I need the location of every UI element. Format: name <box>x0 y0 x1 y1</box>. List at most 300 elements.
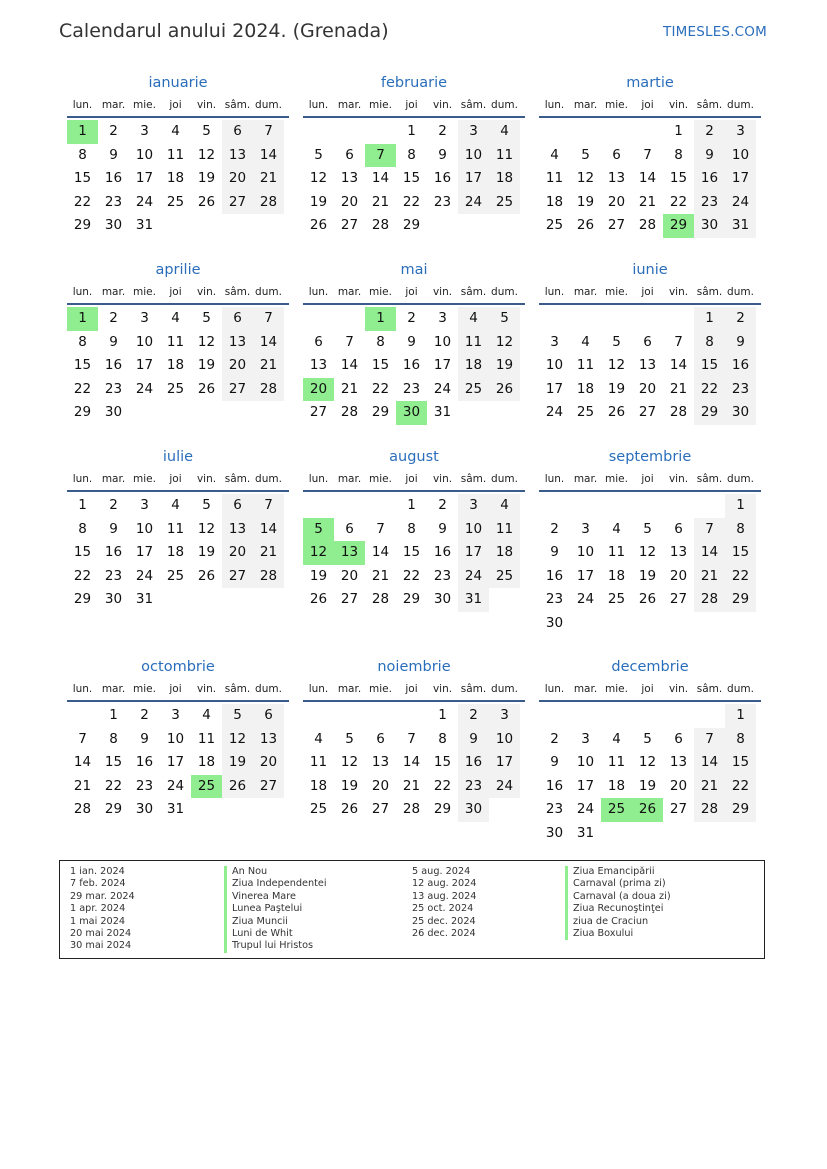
day-cell: 21 <box>694 775 725 799</box>
month-name: ianuarie <box>148 75 208 91</box>
holiday-date: 7 feb. 2024 <box>70 878 126 890</box>
holiday-day-cell: 7 <box>365 144 396 168</box>
day-cell: 11 <box>166 333 185 350</box>
day-cell: 20 <box>607 193 626 210</box>
day-cell: 30 <box>104 217 123 234</box>
day-cell: 22 <box>669 193 688 210</box>
day-cell: 1 <box>109 707 118 723</box>
day-cell: 4 <box>581 333 590 350</box>
holiday-date: 25 oct. 2024 <box>412 903 474 915</box>
day-cell: 19 <box>197 357 216 374</box>
day-cell: 1 <box>407 497 416 513</box>
day-cell: 15 <box>371 357 390 374</box>
day-cell: 16 <box>725 354 756 378</box>
weekday-label: joi <box>405 683 418 695</box>
empty-cell <box>334 494 365 518</box>
day-cell: 17 <box>576 567 595 584</box>
day-cell: 14 <box>340 357 359 374</box>
day-cell: 3 <box>581 520 590 537</box>
day-cell: 23 <box>545 801 564 818</box>
day-cell: 18 <box>166 357 185 374</box>
day-cell: 11 <box>197 730 216 747</box>
day-cell: 23 <box>433 567 452 584</box>
holiday-name: Luni de Whit <box>224 928 327 940</box>
day-cell: 2 <box>109 310 118 326</box>
weekday-label: vin. <box>432 99 453 111</box>
day-cell: 9 <box>109 333 118 350</box>
day-cell: 3 <box>140 123 149 139</box>
day-cell: 1 <box>78 497 87 513</box>
day-cell: 25 <box>607 591 626 608</box>
day-cell: 7 <box>253 494 284 518</box>
day-cell: 31 <box>166 801 185 818</box>
day-cell: 13 <box>607 170 626 187</box>
weekday-header <box>67 468 289 492</box>
day-grid <box>539 704 761 846</box>
month-martie <box>539 72 761 238</box>
day-cell: 7 <box>345 333 354 350</box>
day-cell: 11 <box>607 544 626 561</box>
day-cell: 23 <box>104 380 123 397</box>
day-cell: 27 <box>371 801 390 818</box>
day-cell: 21 <box>371 567 390 584</box>
day-cell: 12 <box>197 520 216 537</box>
day-cell: 3 <box>489 704 520 728</box>
day-cell: 7 <box>78 730 87 747</box>
holiday-date: 1 mai 2024 <box>70 915 126 927</box>
day-cell: 10 <box>458 518 489 542</box>
day-cell: 27 <box>222 565 253 589</box>
holiday-day-cell: 29 <box>663 214 694 238</box>
day-cell: 4 <box>171 310 180 326</box>
day-cell: 10 <box>458 144 489 168</box>
day-cell: 31 <box>458 588 489 612</box>
empty-cell <box>129 401 160 425</box>
day-cell: 30 <box>458 798 489 822</box>
day-cell: 6 <box>253 704 284 728</box>
day-cell: 22 <box>73 193 92 210</box>
empty-cell <box>694 494 725 518</box>
empty-cell <box>222 588 253 612</box>
day-cell: 15 <box>402 170 421 187</box>
weekday-label: vin. <box>196 683 217 695</box>
weekday-label: dum. <box>491 473 518 485</box>
day-cell: 1 <box>694 307 725 331</box>
empty-cell <box>539 494 570 518</box>
weekday-label: vin. <box>196 99 217 111</box>
day-cell: 30 <box>104 404 123 421</box>
day-cell: 18 <box>607 567 626 584</box>
holiday-name: Trupul lui Hristos <box>224 940 327 952</box>
weekday-label: lun. <box>72 286 93 298</box>
weekday-header <box>67 678 289 702</box>
day-cell: 22 <box>433 777 452 794</box>
weekday-label: joi <box>641 99 654 111</box>
day-cell: 15 <box>694 354 725 378</box>
day-cell: 20 <box>371 777 390 794</box>
day-cell: 27 <box>669 591 688 608</box>
day-cell: 21 <box>638 193 657 210</box>
day-cell: 6 <box>345 146 354 163</box>
day-cell: 4 <box>171 497 180 513</box>
day-cell: 26 <box>222 775 253 799</box>
day-cell: 9 <box>550 544 559 561</box>
holiday-name: An Nou <box>224 866 327 878</box>
day-cell: 13 <box>669 754 688 771</box>
empty-cell <box>458 401 489 425</box>
day-grid <box>539 120 761 238</box>
day-cell: 29 <box>73 404 92 421</box>
day-cell: 8 <box>78 146 87 163</box>
weekday-label: mar. <box>337 286 362 298</box>
day-cell: 11 <box>458 331 489 355</box>
weekday-label: vin. <box>668 473 689 485</box>
day-cell: 8 <box>725 518 756 542</box>
weekday-label: joi <box>405 286 418 298</box>
weekday-label: vin. <box>196 286 217 298</box>
month-name: aprilie <box>155 262 201 278</box>
holiday-day-cell: 1 <box>67 120 98 144</box>
holiday-day-cell: 30 <box>396 401 427 425</box>
holiday-day-cell: 26 <box>632 798 663 822</box>
day-cell: 27 <box>253 775 284 799</box>
day-cell: 14 <box>253 518 284 542</box>
day-cell: 23 <box>433 193 452 210</box>
weekday-label: sâm. <box>224 683 251 695</box>
day-cell: 17 <box>135 357 154 374</box>
day-cell: 28 <box>253 565 284 589</box>
day-cell: 12 <box>489 331 520 355</box>
weekday-label: dum. <box>727 99 754 111</box>
day-cell: 15 <box>402 544 421 561</box>
day-cell: 31 <box>135 591 154 608</box>
weekday-label: dum. <box>255 286 282 298</box>
weekday-label: mar. <box>573 99 598 111</box>
day-cell: 28 <box>253 378 284 402</box>
weekday-label: mar. <box>101 683 126 695</box>
day-cell: 26 <box>489 378 520 402</box>
day-cell: 29 <box>694 401 725 425</box>
weekday-label: lun. <box>72 683 93 695</box>
day-cell: 24 <box>458 565 489 589</box>
empty-cell <box>222 214 253 238</box>
day-cell: 22 <box>694 378 725 402</box>
weekday-label: sâm. <box>224 473 251 485</box>
weekday-label: mie. <box>605 473 628 485</box>
day-cell: 26 <box>576 217 595 234</box>
empty-cell <box>222 798 253 822</box>
day-cell: 27 <box>669 801 688 818</box>
day-cell: 21 <box>694 565 725 589</box>
day-cell: 3 <box>725 120 756 144</box>
day-cell: 13 <box>669 544 688 561</box>
day-cell: 30 <box>545 614 564 631</box>
empty-cell <box>663 704 694 728</box>
month-name: august <box>389 449 439 465</box>
legend-names-left <box>224 866 327 953</box>
weekday-label: lun. <box>308 99 329 111</box>
holiday-day-cell: 1 <box>67 307 98 331</box>
weekday-label: vin. <box>432 473 453 485</box>
day-cell: 23 <box>104 567 123 584</box>
day-cell: 24 <box>725 191 756 215</box>
weekday-label: lun. <box>544 286 565 298</box>
weekday-label: mar. <box>101 99 126 111</box>
day-cell: 5 <box>202 497 211 513</box>
empty-cell <box>191 401 222 425</box>
month-name: decembrie <box>611 659 689 675</box>
day-cell: 17 <box>458 167 489 191</box>
weekday-label: lun. <box>544 683 565 695</box>
weekday-label: mar. <box>337 683 362 695</box>
weekday-label: vin. <box>432 286 453 298</box>
empty-cell <box>253 798 284 822</box>
day-cell: 18 <box>576 380 595 397</box>
day-cell: 8 <box>407 520 416 537</box>
day-cell: 18 <box>197 754 216 771</box>
empty-cell <box>539 307 570 331</box>
empty-cell <box>334 704 365 728</box>
holiday-name: Lunea Paştelui <box>224 903 327 915</box>
weekday-label: joi <box>169 683 182 695</box>
month-septembrie <box>539 446 761 636</box>
day-cell: 31 <box>433 404 452 421</box>
day-cell: 6 <box>643 333 652 350</box>
day-cell: 28 <box>253 191 284 215</box>
empty-cell <box>632 307 663 331</box>
month-name: iunie <box>632 262 668 278</box>
day-cell: 10 <box>576 754 595 771</box>
day-cell: 25 <box>458 378 489 402</box>
day-cell: 4 <box>550 146 559 163</box>
holiday-date: 12 aug. 2024 <box>412 878 477 890</box>
weekday-label: mie. <box>133 473 156 485</box>
weekday-label: lun. <box>72 99 93 111</box>
day-cell: 26 <box>340 801 359 818</box>
day-cell: 30 <box>694 214 725 238</box>
empty-cell <box>570 120 601 144</box>
day-cell: 2 <box>438 497 447 513</box>
day-cell: 9 <box>458 728 489 752</box>
empty-cell <box>694 612 725 636</box>
day-cell: 9 <box>550 754 559 771</box>
weekday-label: sâm. <box>460 473 487 485</box>
empty-cell <box>570 704 601 728</box>
holiday-date: 1 ian. 2024 <box>70 866 125 877</box>
day-cell: 27 <box>607 217 626 234</box>
day-cell: 5 <box>345 730 354 747</box>
empty-cell <box>539 120 570 144</box>
day-cell: 3 <box>550 333 559 350</box>
day-cell: 9 <box>109 520 118 537</box>
day-cell: 10 <box>576 544 595 561</box>
day-cell: 5 <box>581 146 590 163</box>
month-ianuarie <box>67 72 289 238</box>
weekday-label: lun. <box>308 286 329 298</box>
holiday-legend <box>59 860 765 959</box>
day-cell: 30 <box>135 801 154 818</box>
weekday-label: mie. <box>369 473 392 485</box>
weekday-label: mie. <box>133 99 156 111</box>
weekday-label: vin. <box>432 683 453 695</box>
day-cell: 5 <box>612 333 621 350</box>
day-cell: 13 <box>638 357 657 374</box>
page-title: Calendarul anului 2024. (Grenada) <box>59 20 389 42</box>
day-cell: 20 <box>669 567 688 584</box>
day-cell: 20 <box>340 193 359 210</box>
weekday-label: vin. <box>196 473 217 485</box>
day-cell: 2 <box>725 307 756 331</box>
day-cell: 15 <box>433 754 452 771</box>
month-aprilie <box>67 259 289 425</box>
day-grid <box>67 494 289 612</box>
empty-cell <box>303 120 334 144</box>
day-grid <box>539 494 761 636</box>
weekday-label: dum. <box>491 286 518 298</box>
weekday-label: joi <box>641 473 654 485</box>
day-cell: 5 <box>643 730 652 747</box>
day-grid <box>67 704 289 822</box>
day-cell: 21 <box>253 354 284 378</box>
weekday-label: mar. <box>337 99 362 111</box>
day-cell: 19 <box>607 380 626 397</box>
day-cell: 2 <box>109 123 118 139</box>
legend-dates-right <box>412 866 476 940</box>
holiday-name: Vinerea Mare <box>224 891 327 903</box>
day-cell: 15 <box>73 357 92 374</box>
weekday-label: lun. <box>308 473 329 485</box>
day-cell: 15 <box>669 170 688 187</box>
day-cell: 22 <box>73 380 92 397</box>
month-mai <box>303 259 525 425</box>
month-name: septembrie <box>608 449 692 465</box>
empty-cell <box>334 120 365 144</box>
day-cell: 23 <box>725 378 756 402</box>
holiday-name: Ziua Independentei <box>224 878 327 890</box>
empty-cell <box>632 704 663 728</box>
day-cell: 13 <box>340 170 359 187</box>
day-cell: 29 <box>104 801 123 818</box>
day-cell: 16 <box>545 777 564 794</box>
empty-cell <box>725 612 756 636</box>
holiday-date: 13 aug. 2024 <box>412 890 477 902</box>
day-cell: 14 <box>371 544 390 561</box>
day-cell: 27 <box>309 404 328 421</box>
day-grid <box>303 704 525 822</box>
day-cell: 23 <box>402 380 421 397</box>
day-cell: 8 <box>438 730 447 747</box>
day-cell: 16 <box>694 167 725 191</box>
holiday-day-cell: 1 <box>365 307 396 331</box>
day-cell: 13 <box>222 144 253 168</box>
day-cell: 19 <box>576 193 595 210</box>
day-grid <box>67 307 289 425</box>
day-cell: 7 <box>407 730 416 747</box>
day-cell: 25 <box>166 567 185 584</box>
weekday-label: vin. <box>668 683 689 695</box>
day-cell: 14 <box>253 331 284 355</box>
weekday-label: joi <box>641 286 654 298</box>
day-cell: 24 <box>458 191 489 215</box>
holiday-name: Carnaval (a doua zi) <box>565 891 671 903</box>
legend-names-right <box>565 866 671 940</box>
empty-cell <box>632 822 663 846</box>
day-cell: 29 <box>402 591 421 608</box>
day-grid <box>67 120 289 238</box>
holiday-date: 5 aug. 2024 <box>412 866 471 877</box>
day-cell: 28 <box>402 801 421 818</box>
day-cell: 23 <box>135 777 154 794</box>
empty-cell <box>191 588 222 612</box>
day-grid <box>539 307 761 425</box>
day-cell: 16 <box>104 357 123 374</box>
day-grid <box>303 494 525 612</box>
day-cell: 26 <box>197 380 216 397</box>
weekday-label: sâm. <box>224 286 251 298</box>
day-cell: 15 <box>725 541 756 565</box>
day-cell: 4 <box>489 494 520 518</box>
empty-cell <box>191 214 222 238</box>
weekday-label: mie. <box>133 286 156 298</box>
month-name: octombrie <box>141 659 215 675</box>
day-cell: 11 <box>545 170 564 187</box>
site-link[interactable]: TIMESLES.COM <box>663 24 767 40</box>
day-cell: 24 <box>166 777 185 794</box>
weekday-label: sâm. <box>696 683 723 695</box>
day-cell: 19 <box>309 193 328 210</box>
day-cell: 12 <box>309 170 328 187</box>
day-cell: 26 <box>197 193 216 210</box>
weekday-label: dum. <box>727 286 754 298</box>
day-cell: 17 <box>725 167 756 191</box>
day-cell: 15 <box>104 754 123 771</box>
weekday-header <box>539 468 761 492</box>
day-cell: 26 <box>309 217 328 234</box>
day-cell: 14 <box>669 357 688 374</box>
day-cell: 8 <box>725 728 756 752</box>
weekday-label: sâm. <box>696 99 723 111</box>
month-februarie <box>303 72 525 238</box>
day-cell: 24 <box>576 801 595 818</box>
day-cell: 5 <box>202 123 211 139</box>
day-cell: 18 <box>607 777 626 794</box>
day-cell: 18 <box>166 544 185 561</box>
day-cell: 3 <box>458 494 489 518</box>
empty-cell <box>601 307 632 331</box>
day-cell: 16 <box>458 751 489 775</box>
day-cell: 8 <box>78 520 87 537</box>
day-cell: 23 <box>694 191 725 215</box>
day-cell: 21 <box>73 777 92 794</box>
day-cell: 6 <box>345 520 354 537</box>
day-cell: 1 <box>725 704 756 728</box>
weekday-label: mie. <box>369 99 392 111</box>
day-cell: 21 <box>340 380 359 397</box>
weekday-label: dum. <box>727 683 754 695</box>
weekday-label: mie. <box>369 683 392 695</box>
day-cell: 28 <box>340 404 359 421</box>
day-cell: 2 <box>550 730 559 747</box>
month-august <box>303 446 525 612</box>
day-cell: 10 <box>545 357 564 374</box>
empty-cell <box>632 120 663 144</box>
day-cell: 6 <box>674 520 683 537</box>
holiday-name: Carnaval (prima zi) <box>565 878 671 890</box>
empty-cell <box>396 704 427 728</box>
day-cell: 2 <box>407 310 416 326</box>
day-cell: 27 <box>340 591 359 608</box>
day-cell: 25 <box>166 380 185 397</box>
